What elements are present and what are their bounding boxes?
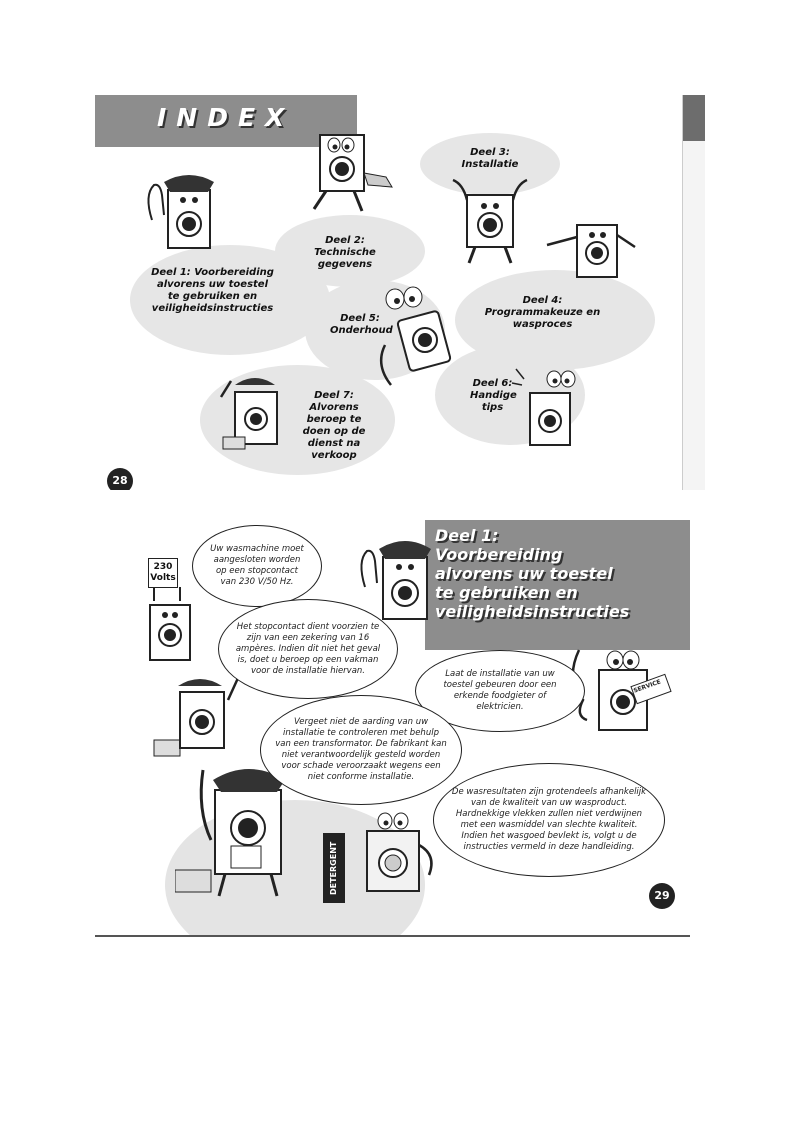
index-title: INDEX (157, 103, 295, 132)
index-item-deel-4[interactable]: Deel 4: Programmakeuze en wasproces (484, 295, 601, 330)
page-number: 29 (649, 883, 675, 909)
speech-bubble-voltage: Uw wasmachine moet aangesloten worden op een stopcontact van 230 V/50 Hz. (192, 525, 322, 607)
speech-bubble-grounding: Vergeet niet de aarding van uw installatie te controleren met behulp van een transformator. De fabrikant kan niet verantwoordelijk gesteld worden voor schade veroorzaakt wegens een niet conforme installatie. (260, 695, 462, 805)
washing-machine-mascot-icon (345, 805, 445, 905)
speech-bubble-installer: Laat de installatie van uw toestel gebeuren door een erkende foodgieter of elektricien. (415, 650, 585, 732)
detergent-box: DETERGENT (323, 833, 345, 903)
washing-machine-mascot-icon (140, 587, 200, 672)
deel1-banner (425, 520, 690, 650)
washing-machine-mascot-icon (365, 285, 455, 395)
index-item-deel-5[interactable]: Deel 5: Onderhoud (330, 313, 393, 336)
washing-machine-mascot-icon (140, 160, 230, 270)
washing-machine-mascot-icon (290, 123, 400, 223)
deel1-page (95, 515, 690, 937)
speech-bubble-detergent: De wasresultaten zijn grotendeels afhankelijk van de kwaliteit van uw wasproduct. Hardnekkige vlekken zullen niet verdwijnen met een wasmiddel van slechte kwaliteit. Indien het wasgoed bevlekt is, volgt u de instructies vermeld in deze handleiding. (433, 763, 665, 877)
washing-machine-mascot-icon (545, 205, 645, 295)
speech-bubble-fuse: Het stopcontact dient voorzien te zijn van een zekering van 16 ampères. Indien dit niet het geval is, doet u beroep op een vakman voor de installatie hiervan. (218, 599, 398, 699)
index-item-deel-3[interactable]: Deel 3: Installatie (461, 147, 519, 170)
page-number: 28 (107, 468, 133, 490)
next-page-edge (682, 95, 705, 490)
deel1-title: Deel 1: Voorbereiding alvorens uw toestel te gebruiken en veiligheidsinstructies (435, 526, 630, 621)
index-item-deel-2[interactable]: Deel 2: Technische gegevens (314, 235, 376, 270)
washing-machine-mascot-icon (445, 170, 535, 270)
washing-machine-mascot-icon (510, 363, 590, 458)
index-item-deel-6[interactable]: Deel 6: Handige tips (470, 378, 517, 413)
index-item-deel-1[interactable]: Deel 1: Voorbereiding alvorens uw toestel te gebruiken en veiligheidsinstructies (151, 267, 274, 314)
washing-machine-mascot-icon (213, 367, 293, 462)
index-page (95, 95, 705, 490)
volts-sign: 230 Volts (148, 558, 178, 588)
index-item-deel-7[interactable]: Deel 7: Alvorens beroep te doen op de dienst na verkoop (302, 390, 366, 461)
service-label: SERVICE (632, 678, 662, 695)
